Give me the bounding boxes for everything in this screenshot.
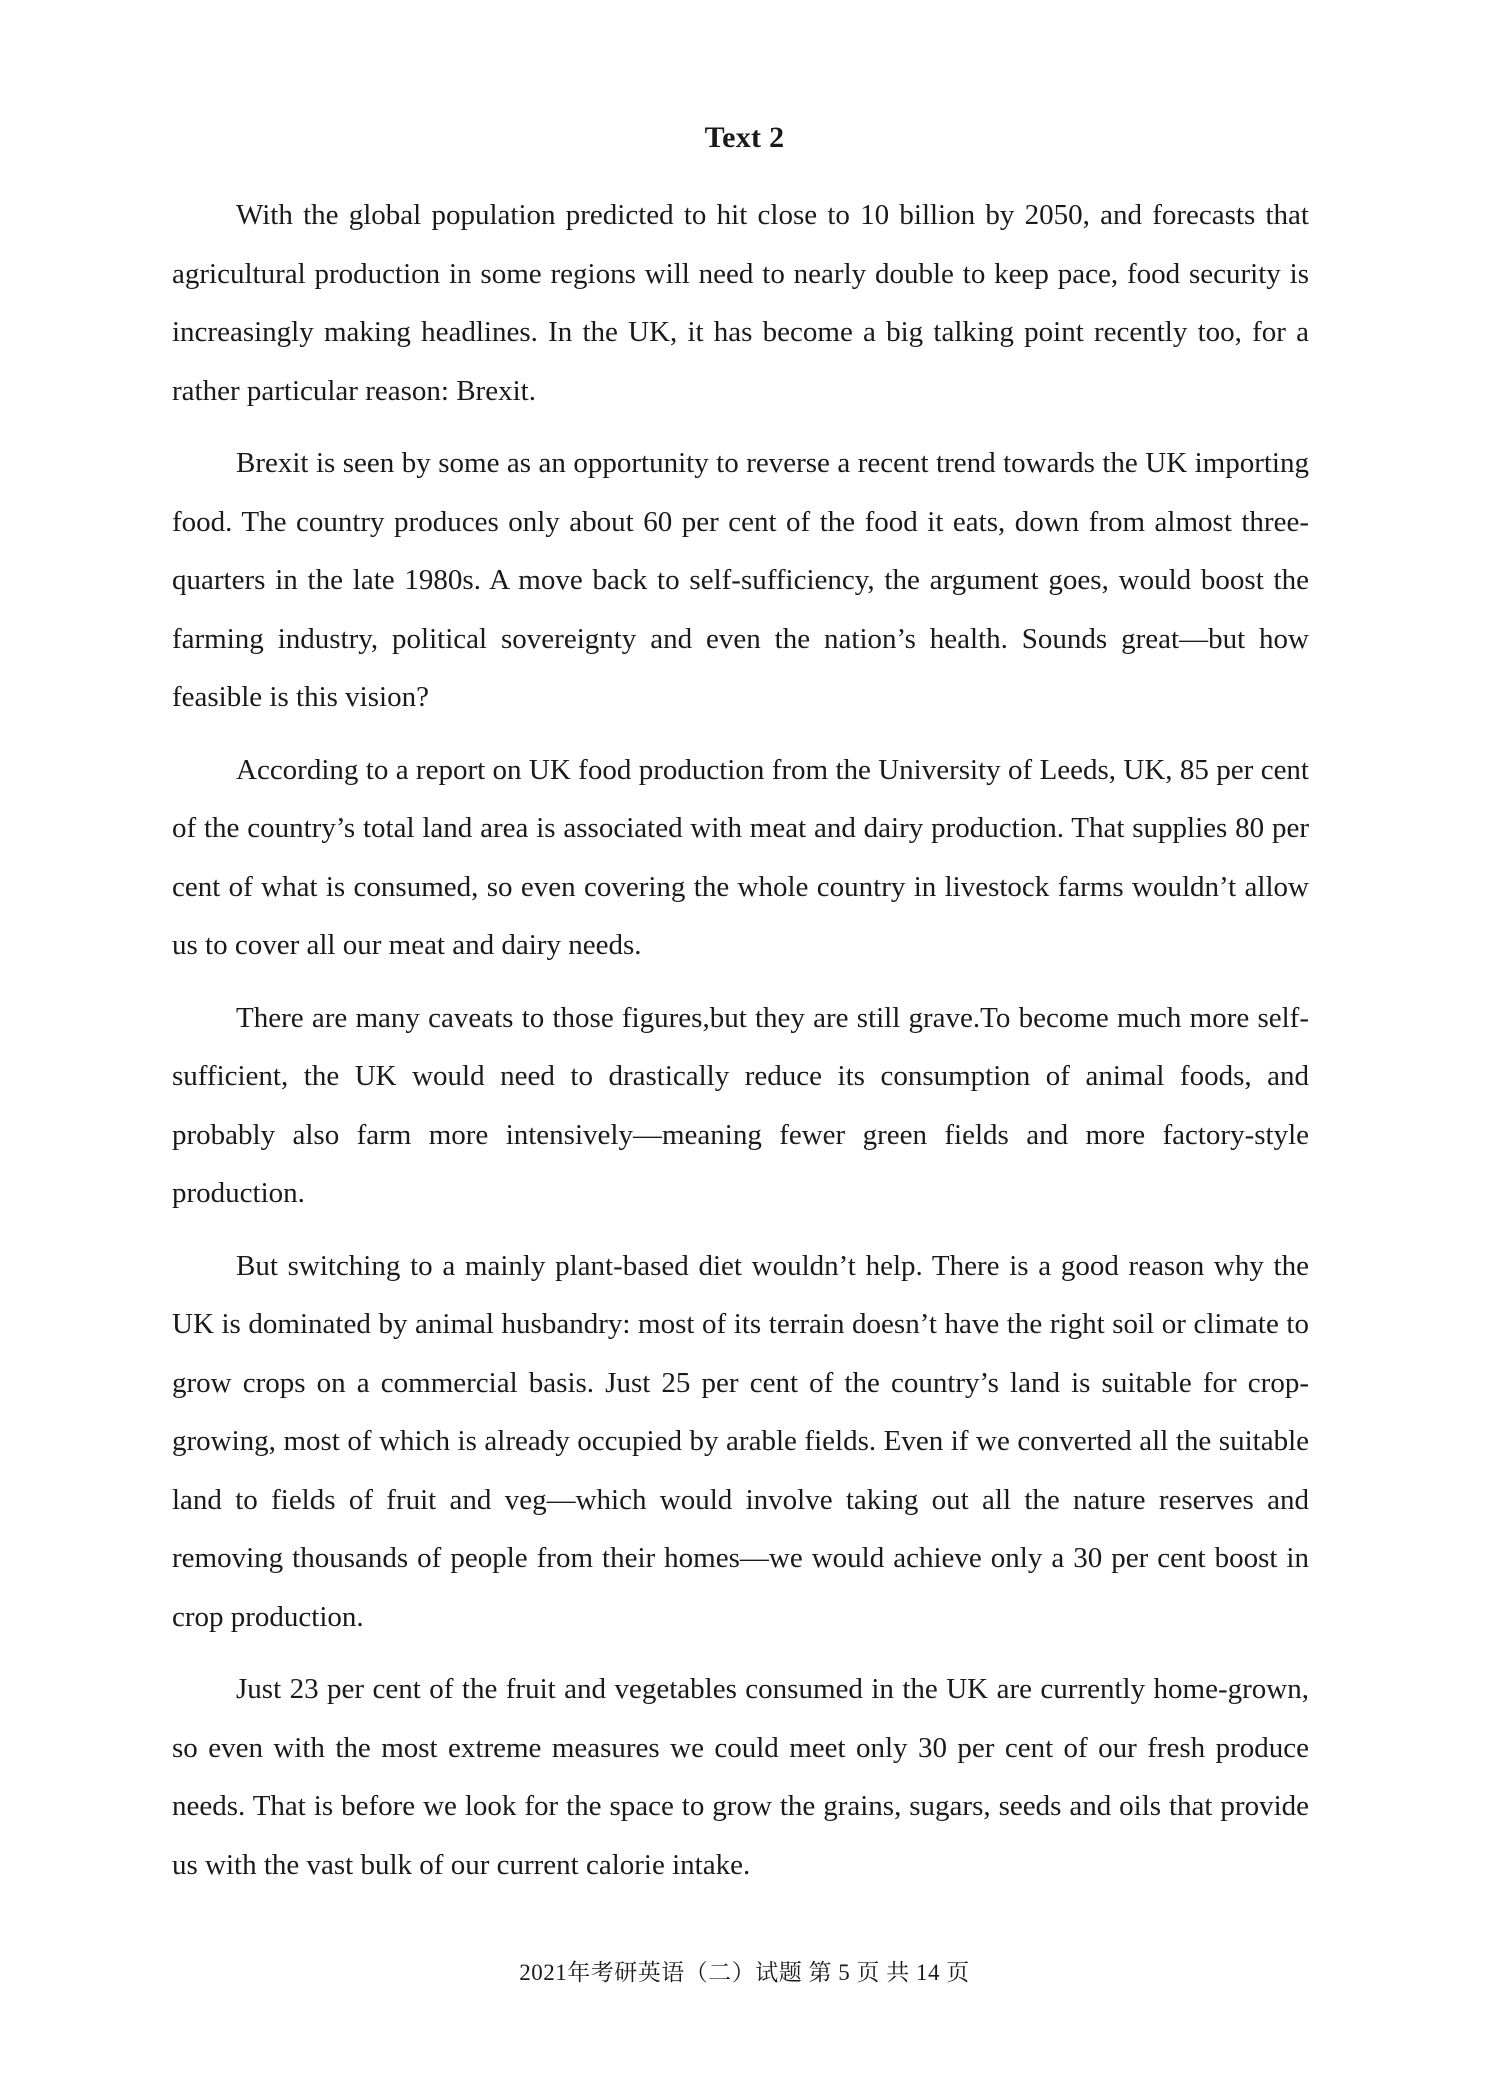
paragraph-4: There are many caveats to those figures,but they are still grave.To become much more self-sufficient, the UK would need to drastically reduce its consumption of animal foods, and probably also farm more intensively—meaning fewer green fields and more factory-style production. (172, 1001, 1309, 1209)
paragraph-6: Just 23 per cent of the fruit and vegetables consumed in the UK are currently home-grown, so even with the most extreme measures we could meet only 30 per cent of our fresh produce needs. That is before we look for the space to grow the grains, sugars, seeds and oils that provide us with the vast bulk of our current calorie intake. (172, 1673, 1309, 1881)
section-title: Text 2 (704, 121, 785, 154)
paragraph-3: According to a report on UK food production from the University of Leeds, UK, 85 per cent of the country’s total land area is associated with meat and dairy production. That supplies 80 per cent of what is consumed, so even covering the whole country in livestock farms wouldn’t allow us to cover all our meat and dairy needs. (172, 753, 1309, 961)
paragraph-2: Brexit is seen by some as an opportunity to reverse a recent trend towards the UK importing food. The country produces only about 60 per cent of the food it eats, down from almost three-quarters in the late 1980s. A move back to self-sufficiency, the argument goes, would boost the farming industry, political sovereignty and even the nation’s health. Sounds great—but how feasible is this vision? (172, 447, 1309, 713)
passage-body (172, 186, 1309, 1908)
page-footer: 2021年考研英语（二）试题 第 5 页 共 14 页 (519, 1960, 970, 1985)
paragraph-5: But switching to a mainly plant-based diet wouldn’t help. There is a good reason why the UK is dominated by animal husbandry: most of its terrain doesn’t have the right soil or climate to grow crops on a commercial basis. Just 25 per cent of the country’s land is suitable for crop-growing, most of which is already occupied by arable fields. Even if we converted all the suitable land to fields of fruit and veg—which would involve taking out all the nature reserves and removing thousands of people from their homes—we would achieve only a 30 per cent boost in crop production. (172, 1249, 1309, 1633)
paragraph-1: With the global population predicted to hit close to 10 billion by 2050, and forecasts that agricultural production in some regions will need to nearly double to keep pace, food security is increasingly making headlines. In the UK, it has become a big talking point recently too, for a rather particular reason: Brexit. (172, 199, 1309, 407)
